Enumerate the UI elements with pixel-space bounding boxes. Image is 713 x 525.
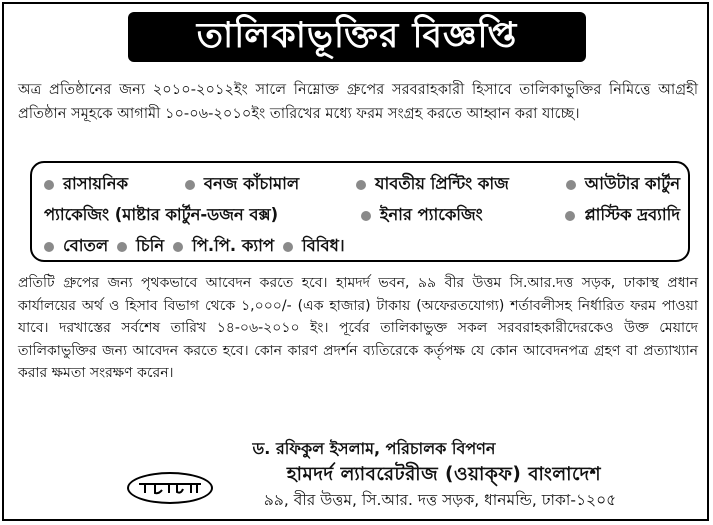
category-row	[44, 200, 680, 231]
category-row	[44, 169, 680, 200]
bullet-icon	[44, 180, 54, 190]
bullet-icon	[356, 180, 366, 190]
category-item	[566, 171, 680, 198]
bullet-icon	[361, 211, 371, 221]
category-item	[173, 233, 274, 260]
bullet-icon	[173, 242, 183, 252]
category-label: বিবিধ।	[301, 236, 345, 255]
category-label: প্লাস্টিক দ্রব্যাদি	[584, 205, 680, 224]
category-label: বনজ কাঁচামাল	[203, 174, 300, 193]
category-label: চিনি	[136, 236, 165, 255]
category-item	[44, 233, 108, 260]
category-label: বোতল	[63, 236, 109, 255]
category-label: আউটার কার্টুন	[584, 174, 680, 193]
category-box	[30, 161, 690, 262]
notice-title: তালিকাভূক্তির বিজ্ঞপ্তি	[196, 15, 518, 56]
intro-paragraph: অত্র প্রতিষ্ঠানের জন্য ২০১০-২০১২ইং সালে নিম্নোক্ত গ্রুপের সরবরাহকারী হিসাবে তালিকাভুক্তির নিমিত্তে আগ্রহী প্রতিষ্ঠান সমূহকে আগামী ১০-০৬-২০১০ইং তারিখের মধ্যে ফরম সংগ্রহ করতে আহ্বান করা যাচ্ছে।	[18, 81, 698, 122]
advertisement-frame	[2, 2, 709, 521]
signatory-name: ড. রফিকুল ইসলাম, পরিচালক বিপণন	[252, 439, 496, 458]
category-label: প্যাকেজিং (মাষ্টার কার্টুন-ডজন বক্স)	[44, 205, 279, 224]
category-item	[44, 202, 278, 229]
category-item	[283, 233, 345, 260]
bullet-icon	[283, 242, 293, 252]
category-label: যাবতীয় প্রিন্টিং কাজ	[375, 174, 509, 193]
bullet-icon	[565, 211, 575, 221]
category-label: ইনার প্যাকেজিং	[379, 205, 483, 224]
company-address: ৯৯, বীর উত্তম, সি.আর. দত্ত সড়ক, ধানমন্ডি, ঢাকা-১২০৫	[263, 491, 617, 509]
category-item	[185, 171, 299, 198]
category-label: রাসায়নিক	[63, 174, 128, 193]
title-banner	[128, 12, 586, 62]
category-item	[356, 171, 509, 198]
category-item	[117, 233, 164, 260]
details-paragraph: প্রতিটি গ্রুপের জন্য পৃথকভাবে আবেদন করতে হবে। হামদর্দ ভবন, ৯৯ বীর উত্তম সি.আর.দত্ত সড়ক, ঢাকাস্থ প্রধান কার্যালয়ের অর্থ ও হিসাব বিভাগ থেকে ১,০০০/- (এক হাজার) টাকায় (অফেরতযোগ্য) শর্তাবলীসহ নির্ধারিত ফরম পাওয়া যাবে। দরখাস্তের সর্বশেষ তারিখ ১৪-০৬-২০১০ ইং। পূর্বের তালিকাভুক্ত সকল সরবরাহকারীদেরকেও উক্ত মেয়াদে তালিকাভুক্তির জন্য আবেদন করতে হবে। কোন কারণ প্রদর্শন ব্যতিরেকে কর্তৃপক্ষ যে কোন আবেদনপত্র গ্রহণ বা প্রত্যাখ্যান করার ক্ষমতা সংরক্ষণ করেন।	[18, 275, 698, 382]
category-row	[44, 231, 680, 262]
bullet-icon	[44, 242, 54, 252]
category-item	[44, 171, 128, 198]
category-item	[565, 202, 680, 229]
company-name: হামদর্দ ল্যাবরেটরীজ (ওয়াক্ফ) বাংলাদেশ	[286, 464, 602, 485]
bullet-icon	[185, 180, 195, 190]
bullet-icon	[117, 242, 127, 252]
bullet-icon	[566, 180, 576, 190]
category-label: পি.পি. ক্যাপ	[192, 236, 274, 255]
category-item	[361, 202, 483, 229]
